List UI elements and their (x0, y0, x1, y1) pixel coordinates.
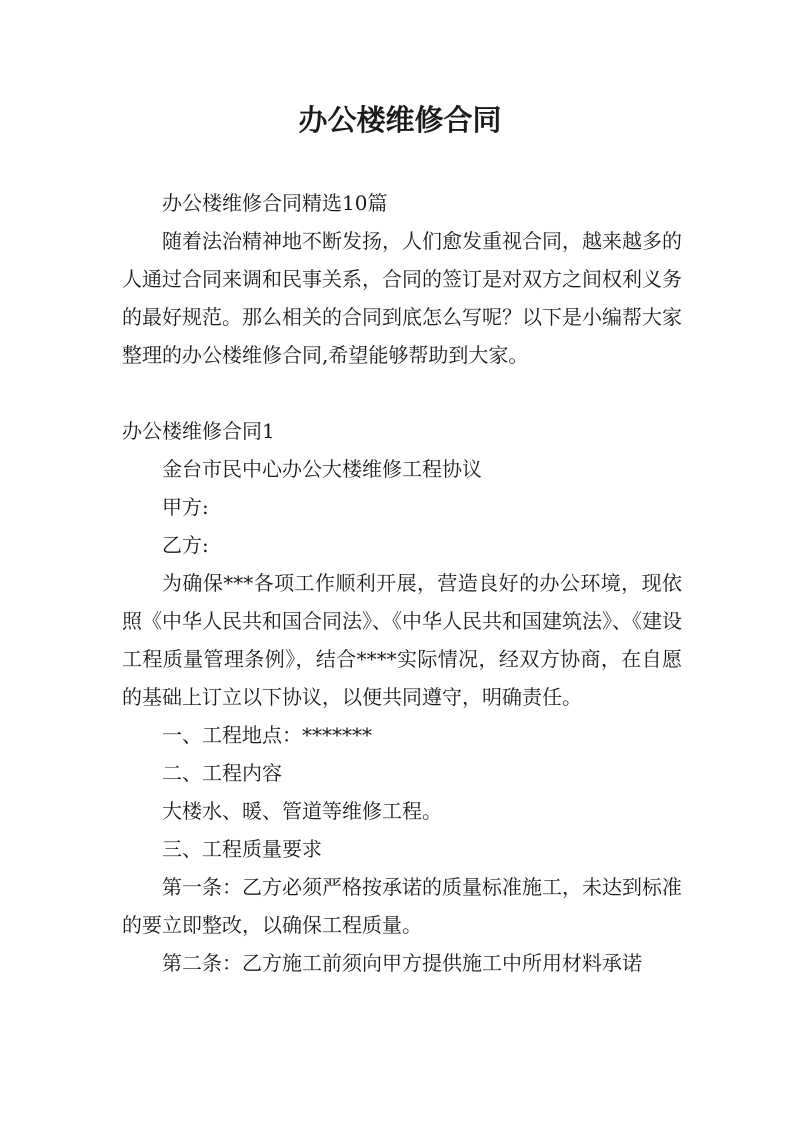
article-2-paragraph: 第二条：乙方施工前须向甲方提供施工中所用材料承诺 (162, 951, 642, 975)
agreement-title: 金台市民中心办公大楼维修工程协议 (162, 457, 482, 481)
clause-2-text: 大楼水、暖、管道等维修工程。 (162, 799, 442, 823)
clause-3-heading: 三、工程质量要求 (162, 837, 322, 861)
paragraph-gap (122, 374, 682, 412)
document-body (122, 184, 682, 982)
intro-paragraph: 随着法治精神地不断发扬，人们愈发重视合同，越来越多的人通过合同来调和民事关系，合同的签订是对双方之间权利义务的最好规范。那么相关的合同到底怎么写呢？以下是小编帮大家整理的办公楼维修合同,希望能够帮助到大家。 (122, 229, 682, 367)
clause-1-location: 一、工程地点：******* (162, 723, 372, 747)
clause-2-heading: 二、工程内容 (162, 761, 282, 785)
document-subtitle: 办公楼维修合同精选10篇 (162, 191, 388, 215)
section-heading: 办公楼维修合同1 (122, 419, 275, 443)
party-a-line: 甲方: (162, 495, 209, 519)
article-1-paragraph: 第一条：乙方必须严格按承诺的质量标准施工，未达到标准的要立即整改，以确保工程质量。 (122, 875, 682, 937)
document-title: 办公楼维修合同 (298, 103, 502, 137)
preamble-paragraph: 为确保***各项工作顺利开展，营造良好的办公环境，现依照《中华人民共和国合同法》、《中华人民共和国建筑法》、《建设工程质量管理条例》，结合****实际情况，经双方协商，在自愿的基础上订立以下协议，以便共同遵守，明确责任。 (122, 571, 682, 709)
party-b-line: 乙方: (162, 533, 209, 557)
